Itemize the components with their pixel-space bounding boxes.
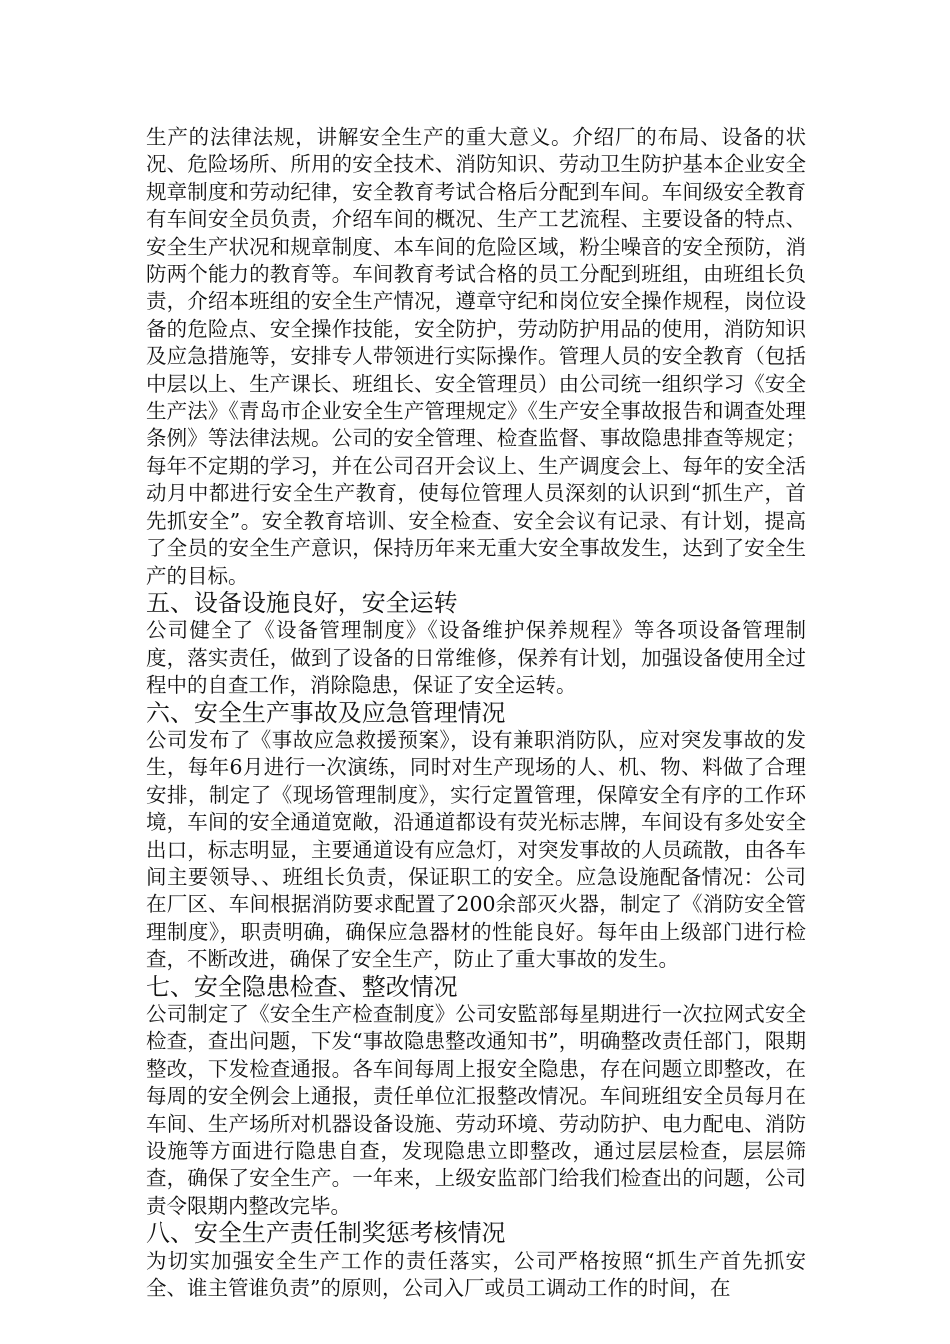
paragraph-equipment: 公司健全了《设备管理制度》《设备维护保养规程》等各项设备管理制度，落实责任，做到了设备的日常维修，保养有计划，加强设备使用全过程中的自查工作，消除隐患，保证了安全运转。 bbox=[146, 618, 806, 698]
paragraph-safety-education: 生产的法律法规，讲解安全生产的重大意义。介绍厂的布局、设备的状况、危险场所、所用的安全技术、消防知识、劳动卫生防护基本企业安全规章制度和劳动纪律，安全教育考试合格后分配到车间。车间级安全教育有车间安全员负责，介绍车间的概况、生产工艺流程、主要设备的特点、安全生产状况和规章制度、本车间的危险区域，粉尘噪音的安全预防，消防两个能力的教育等。车间教育考试合格的员工分配到班组，由班组长负责，介绍本班组的安全生产情况，遵章守纪和岗位安全操作规程，岗位设备的危险点、安全操作技能，安全防护，劳动防护用品的使用，消防知识及应急措施等，安排专人带领进行实际操作。管理人员的安全教育（包括中层以上、生产课长、班组长、安全管理员）由公司统一组织学习《安全生产法》《青岛市企业安全生产管理规定》《生产安全事故报告和调查处理条例》等法律法规。公司的安全管理、检查监督、事故隐患排查等规定；每年不定期的学习，并在公司召开会议上、生产调度会上、每年的安全活动月中都进行安全生产教育，使每位管理人员深刻的认识到“抓生产，首先抓安全”。安全教育培训、安全检查、安全会议有记录、有计划，提高了全员的安全生产意识，保持历年来无重大安全事故发生，达到了安全生产的目标。 bbox=[146, 125, 806, 588]
paragraph-responsibility: 为切实加强安全生产工作的责任落实，公司严格按照“抓生产首先抓安全、谁主管谁负责”的原则，公司入厂或员工调动工作的时间，在 bbox=[146, 1248, 806, 1301]
paragraph-emergency: 公司发布了《事故应急救援预案》，设有兼职消防队，应对突发事故的发生，每年6月进行一次演练，同时对生产现场的人、机、物、料做了合理安排，制定了《现场管理制度》，实行定置管理，保障安全有序的工作环境，车间的安全通道宽敞，沿通道都设有荧光标志牌，车间设有多处安全出口，标志明显，主要通道设有应急灯，对突发事故的人员疏散，由各车间主要领导、、班组长负责，保证职工的安全。应急设施配备情况：公司在厂区、车间根据消防要求配置了200余部灭火器，制定了《消防安全管理制度》，职责明确，确保应急器材的性能良好。每年由上级部门进行检查，不断改进，确保了安全生产，防止了重大事故的发生。 bbox=[146, 727, 806, 972]
section-heading-6: 六、安全生产事故及应急管理情况 bbox=[146, 698, 506, 727]
document-page bbox=[146, 124, 806, 1302]
section-heading-8: 八、安全生产责任制奖惩考核情况 bbox=[146, 1219, 506, 1248]
paragraph-hazard-inspection: 公司制定了《安全生产检查制度》公司安監部每星期进行一次拉网式安全检查，查出问题，下发“事故隐患整改通知书”，明确整改责任部门，限期整改，下发检查通报。各车间每周上报安全隐患，存在问题立即整改，在每周的安全例会上通报，责任单位汇报整改情况。车间班组安全员每月在车间、生产场所对机器设备设施、劳动环境、劳动防护、电力配电、消防设施等方面进行隐患自查，发现隐患立即整改，通过层层检查，层层筛查，确保了安全生产。一年来，上级安监部门给我们检查出的问题，公司责令限期内整改完毕。 bbox=[146, 1002, 806, 1218]
section-heading-7: 七、安全隐患检查、整改情况 bbox=[146, 972, 458, 1001]
section-heading-5: 五、设备设施良好，安全运转 bbox=[146, 588, 458, 617]
